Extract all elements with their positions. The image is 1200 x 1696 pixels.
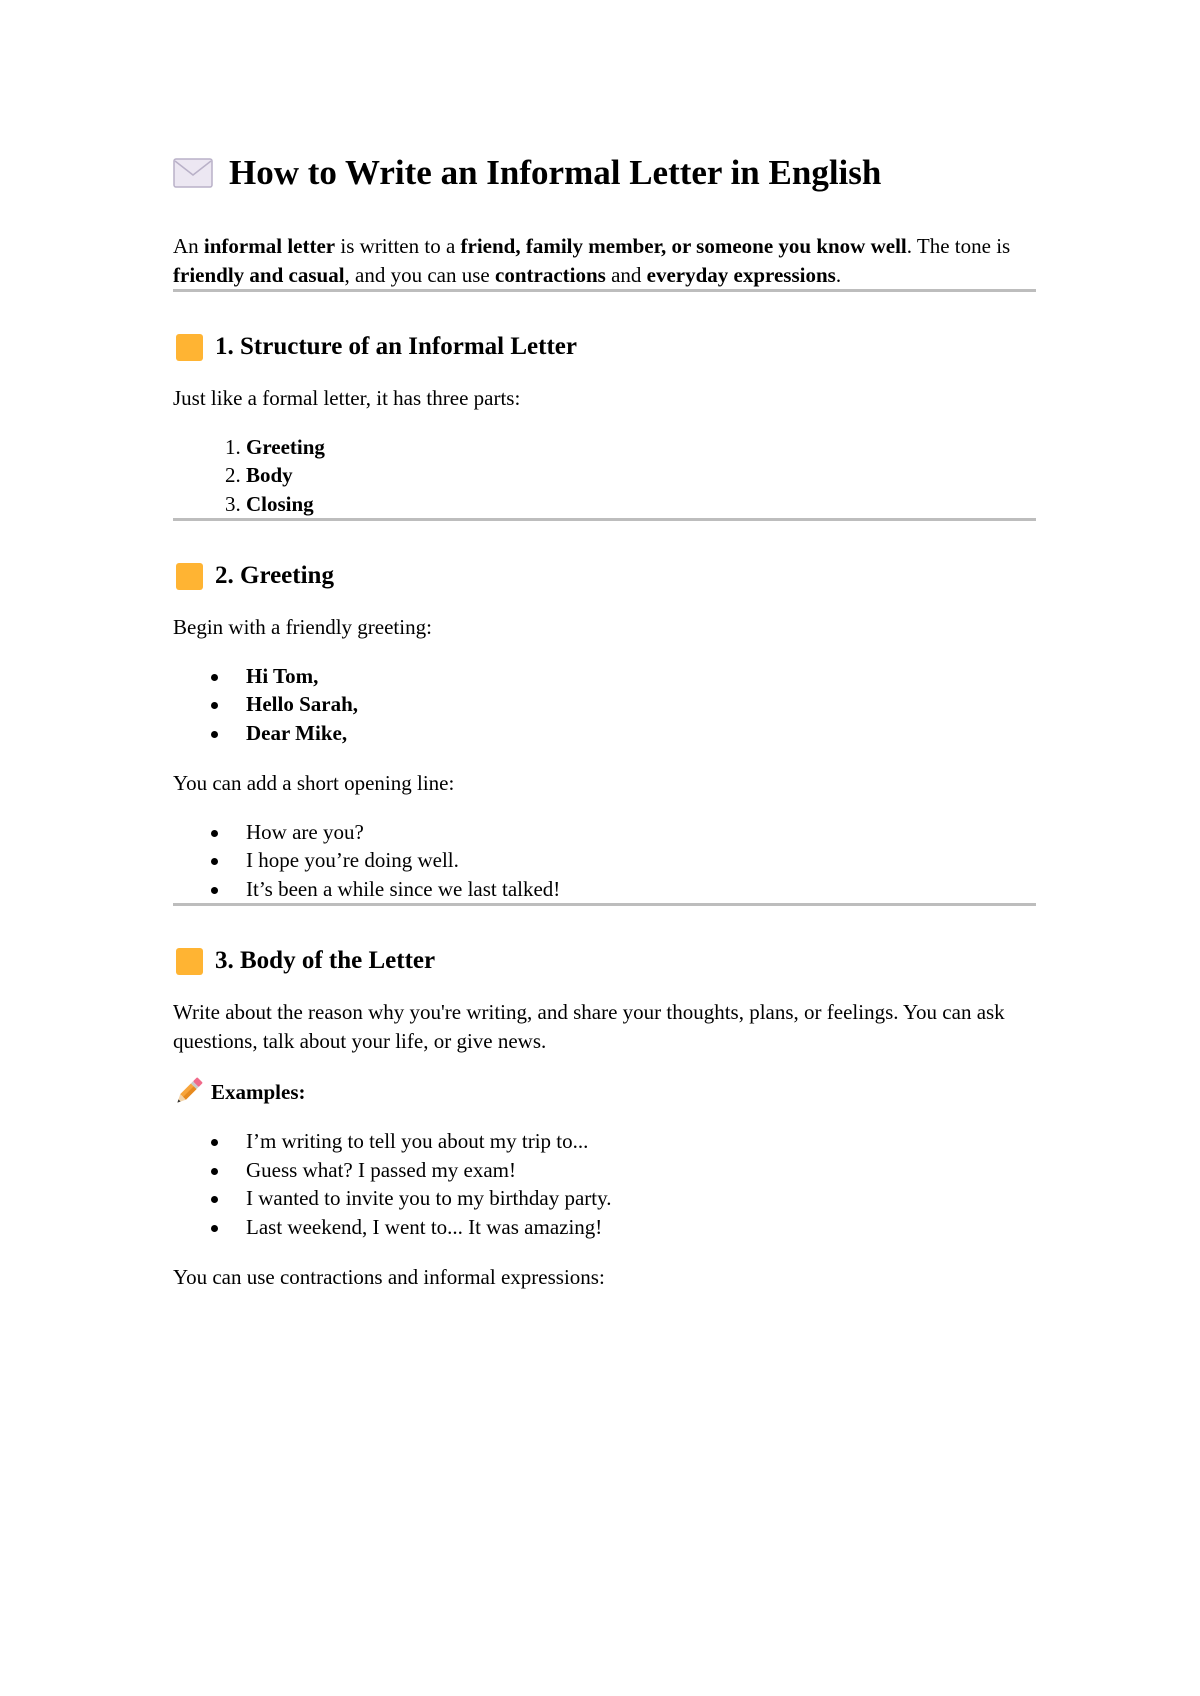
examples-heading xyxy=(173,1077,1034,1107)
list-item: I’m writing to tell you about my trip to... xyxy=(246,1127,1034,1156)
list-item: It’s been a while since we last talked! xyxy=(246,875,1034,904)
list-item: I hope you’re doing well. xyxy=(246,846,1034,875)
list-item: Hello Sarah, xyxy=(246,690,1034,719)
envelope-icon xyxy=(173,157,213,189)
divider xyxy=(173,289,1036,292)
section-follow-text: You can add a short opening line: xyxy=(173,771,455,795)
section-heading-body xyxy=(173,946,1034,976)
section-heading-structure xyxy=(173,332,1034,362)
greeting-list xyxy=(173,662,1034,748)
section-follow-text: You can use contractions and informal expressions: xyxy=(173,1265,605,1289)
orange-square-icon xyxy=(176,563,203,590)
section-title: 2. Greeting xyxy=(215,562,334,589)
intro-paragraph: An informal letter is written to a friend, family member, or someone you know well. The tone is friendly and casual, and you can use contractions and everyday expressions. xyxy=(173,234,1011,287)
section-lead: Begin with a friendly greeting: xyxy=(173,615,432,639)
list-item: Last weekend, I went to... It was amazing! xyxy=(246,1213,1034,1242)
opening-line-list xyxy=(173,818,1034,904)
list-item: 2. Body xyxy=(246,461,1034,490)
list-item: How are you? xyxy=(246,818,1034,847)
section-title: 3. Body of the Letter xyxy=(215,947,436,974)
structure-list xyxy=(173,433,1034,519)
page-title: How to Write an Informal Letter in English xyxy=(229,153,882,192)
list-item: Hi Tom, xyxy=(246,662,1034,691)
divider xyxy=(173,518,1036,521)
section-lead: Write about the reason why you're writing, and share your thoughts, plans, or feelings. You can ask questions, talk about your life, or give news. xyxy=(173,1000,1005,1053)
list-item: 1. Greeting xyxy=(246,433,1034,462)
list-item: Guess what? I passed my exam! xyxy=(246,1156,1034,1185)
title-row xyxy=(173,152,1034,194)
list-item: 3. Closing xyxy=(246,490,1034,519)
section-title: 1. Structure of an Informal Letter xyxy=(215,333,577,360)
section-heading-greeting xyxy=(173,561,1034,591)
examples-label: Examples: xyxy=(211,1079,306,1104)
list-item: I wanted to invite you to my birthday party. xyxy=(246,1184,1034,1213)
section-lead: Just like a formal letter, it has three parts: xyxy=(173,386,521,410)
list-item: Dear Mike, xyxy=(246,719,1034,748)
divider xyxy=(173,903,1036,906)
examples-list xyxy=(173,1127,1034,1241)
pencil-icon xyxy=(173,1077,203,1107)
orange-square-icon xyxy=(176,334,203,361)
orange-square-icon xyxy=(176,948,203,975)
